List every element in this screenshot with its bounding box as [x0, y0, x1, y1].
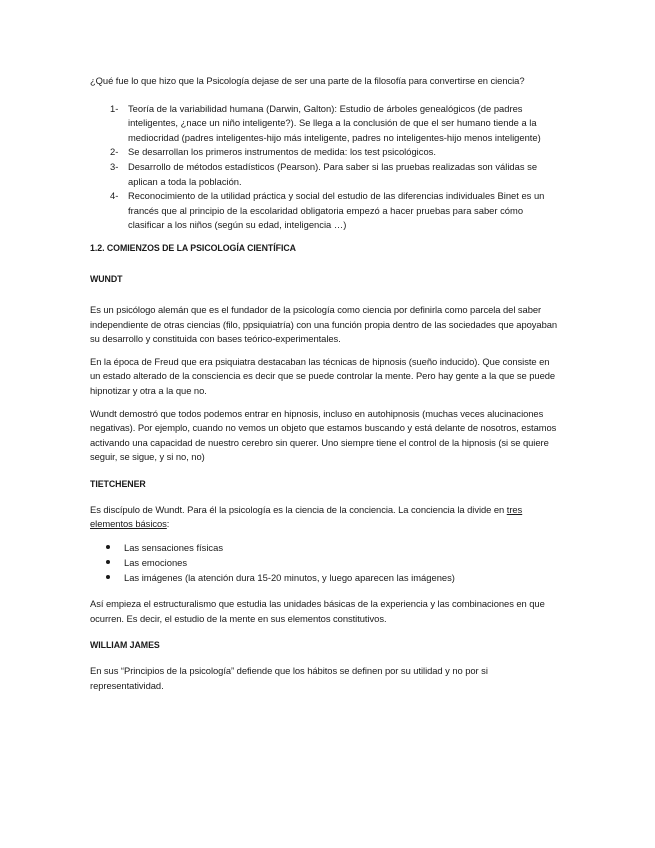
list-text: Reconocimiento de la utilidad práctica y social del estudio de las diferencias individuales Binet es un francés que al principio de la escolaridad obligatoria empezó a hacer pruebas para saber cómo clasificar a los niños (según su edad, inteligencia …) — [128, 190, 545, 231]
bullet-text: Las imágenes (la atención dura 15-20 minutos, y luego aparecen las imágenes) — [124, 572, 455, 584]
wundt-paragraph-1: Es un psicólogo alemán que es el fundador de la psicología como ciencia por definirla como parcela del saber independiente de otras ciencias (filo, ppsiquiatría) con una función propia dentro de las sociedades que apoyaban su desarrollo y constituida con bases teórico-experimentales. — [90, 303, 558, 345]
bullet-item — [90, 555, 559, 570]
wundt-paragraph-2: En la época de Freud que era psiquiatra destacaban las técnicas de hipnosis (sueño inducido). Que consiste en un estado alterado de la consciencia es decir que se puede controlar la mente. Pero hay gente a la que se puede hipnotizar y otra a la que no. — [90, 355, 556, 396]
list-item — [90, 102, 559, 146]
titchener-heading: TIETCHENER — [90, 478, 146, 489]
list-item — [90, 189, 559, 233]
list-number: 3- — [110, 160, 119, 172]
section-title: 1.2. COMIENZOS DE LA PSICOLOGÍA CIENTÍFICA — [90, 242, 296, 253]
bullet-icon — [106, 575, 110, 579]
titchener-p1-end: : — [166, 518, 170, 530]
list-number: 2- — [110, 146, 119, 158]
intro-question: ¿Qué fue lo que hizo que la Psicología dejase de ser una parte de la filosofía para convertirse en ciencia? — [90, 75, 525, 86]
list-item — [90, 145, 559, 160]
numbered-list — [90, 102, 559, 233]
list-text: Desarrollo de métodos estadísticos (Pearson). Para saber si las pruebas realizadas son válidas se aplican a toda la población. — [128, 160, 538, 187]
list-item — [90, 160, 559, 189]
bullet-text: Las emociones — [124, 557, 188, 569]
bullet-item — [90, 540, 559, 555]
bullet-item — [90, 570, 559, 585]
bullet-text: Las sensaciones físicas — [124, 542, 224, 554]
bullet-list — [90, 540, 559, 585]
bullet-icon — [106, 560, 110, 564]
titchener-p1-start: Es discípulo de Wundt. Para él la psicología es la ciencia de la conciencia. La conciencia la divide en — [90, 503, 507, 515]
titchener-paragraph-1 — [90, 503, 559, 532]
bullet-icon — [106, 545, 110, 549]
list-number: 1- — [110, 102, 119, 114]
james-heading: WILLIAM JAMES — [90, 640, 160, 651]
wundt-heading: WUNDT — [90, 273, 123, 284]
titchener-paragraph-2: Así empieza el estructuralismo que estudia las unidades básicas de la experiencia y las combinaciones en que ocurren. Es decir, el estudio de la mente en sus elementos constitutivos. — [90, 598, 545, 624]
james-paragraph-1: En sus “Principios de la psicología” defiende que los hábitos se definen por su utilidad y no por si representatividad. — [90, 665, 488, 691]
list-number: 4- — [110, 190, 119, 202]
titchener-p1-underlined: tres elementos básicos — [90, 503, 523, 530]
wundt-paragraph-3: Wundt demostró que todos podemos entrar en hipnosis, incluso en autohipnosis (muchas veces alucinaciones negativas). Por ejemplo, cuando no vemos un objeto que estamos buscando y está delante de nosotros, estamos activando una capacidad de nuestro cerebro sin querer. Uno siempre tiene el control de la hipnosis (si se quiere seguir, se sigue, y si no, no) — [90, 407, 557, 463]
list-text: Teoría de la variabilidad humana (Darwin, Galton): Estudio de árboles genealógicos (de padres inteligentes, ¿nace un niño inteligente?). Se llega a la conclusión de que el ser humano tiende a la mediocridad (padres inteligentes-hijo más inteligente, padres no inteligentes-hijo menos inteligente) — [128, 102, 541, 143]
list-text: Se desarrollan los primeros instrumentos de medida: los test psicológicos. — [128, 146, 436, 158]
